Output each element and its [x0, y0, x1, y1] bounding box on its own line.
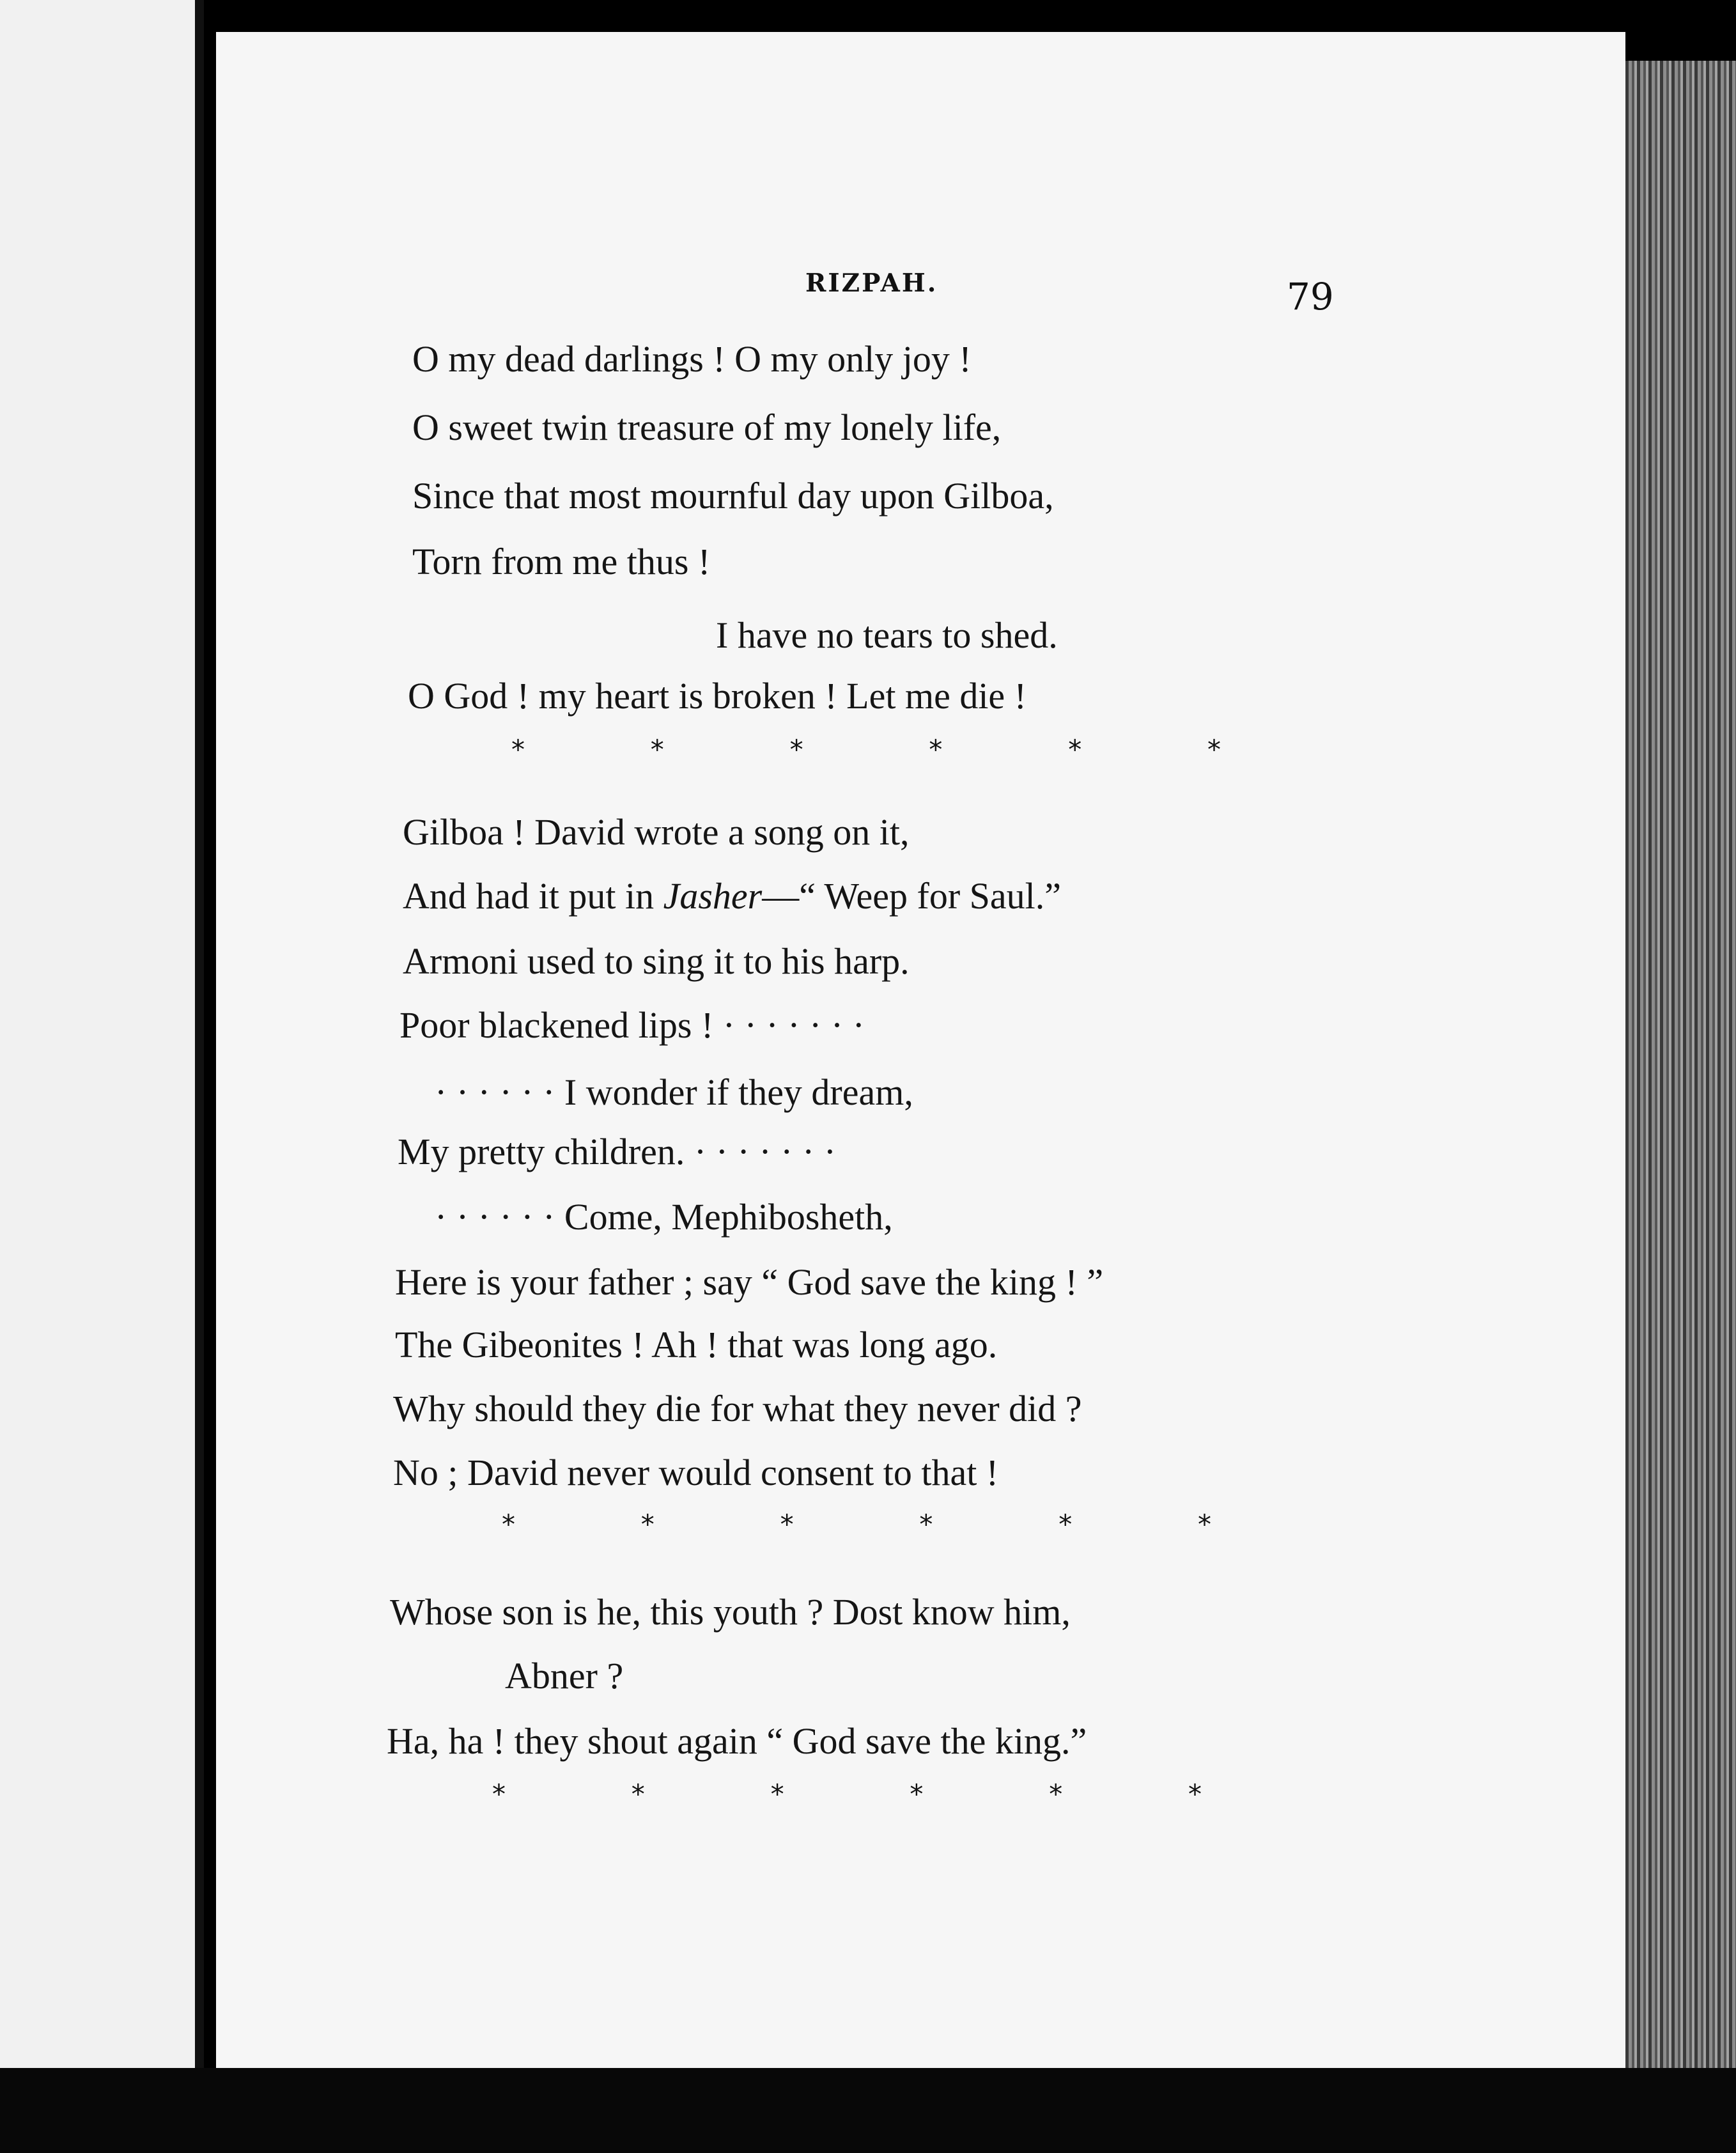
scan-shadow: [0, 2068, 1736, 2153]
asterisk: *: [780, 1509, 794, 1540]
asterisk: *: [1207, 734, 1221, 765]
verse-line: Abner ?: [505, 1655, 624, 1697]
asterisk: *: [650, 734, 664, 765]
verse-line: Torn from me thus !: [412, 541, 711, 582]
running-head: RIZPAH.: [805, 268, 938, 298]
asterisk: *: [1049, 1778, 1063, 1810]
page-edges: [1625, 61, 1736, 2068]
verse-line: I have no tears to shed.: [716, 614, 1058, 656]
verse-text: —“ Weep for Saul.”: [762, 875, 1062, 917]
verse-line: O sweet twin treasure of my lonely life,: [412, 407, 1002, 448]
asterisk: *: [640, 1509, 655, 1540]
verse-line: Gilboa ! David wrote a song on it,: [403, 811, 910, 853]
verse-line: Whose son is he, this youth ? Dost know him,: [390, 1591, 1071, 1633]
verse-line: Armoni used to sing it to his harp.: [403, 940, 910, 982]
verse-text: And had it put in: [403, 875, 663, 917]
asterisk: *: [511, 734, 525, 765]
asterisk: *: [1188, 1778, 1202, 1810]
asterisk: *: [789, 734, 803, 765]
asterisk: *: [492, 1778, 506, 1810]
section-separator: [492, 1778, 1202, 1810]
asterisk: *: [919, 1509, 933, 1540]
verse-line: O my dead darlings ! O my only joy !: [412, 338, 972, 380]
verse-line: · · · · · · I wonder if they dream,: [435, 1071, 913, 1113]
verse-line: The Gibeonites ! Ah ! that was long ago.: [395, 1324, 998, 1365]
verse-line: O God ! my heart is broken ! Let me die !: [408, 675, 1027, 717]
verse-line: [403, 874, 1061, 917]
asterisk: *: [502, 1509, 515, 1540]
facing-page: [0, 0, 204, 2110]
verse-line: Here is your father ; say “ God save the king ! ”: [395, 1261, 1104, 1303]
page-number: 79: [1287, 275, 1334, 318]
section-separator: [511, 734, 1221, 765]
asterisk: *: [770, 1778, 784, 1810]
verse-line: No ; David never would consent to that !: [393, 1452, 999, 1493]
verse-line: My pretty children. · · · · · · ·: [398, 1131, 837, 1172]
italic-title: Jasher: [663, 875, 763, 917]
verse-line: Ha, ha ! they shout again “ God save the king.”: [387, 1720, 1087, 1762]
asterisk: *: [910, 1778, 924, 1810]
asterisk: *: [1058, 1509, 1073, 1540]
asterisk: *: [631, 1778, 645, 1810]
section-separator: [502, 1509, 1211, 1540]
verse-line: Poor blackened lips ! · · · · · · ·: [399, 1004, 865, 1046]
verse-line: · · · · · · Come, Mephibosheth,: [435, 1196, 893, 1238]
asterisk: *: [929, 734, 943, 765]
asterisk: *: [1068, 734, 1082, 765]
asterisk: *: [1197, 1509, 1211, 1540]
verse-line: Why should they die for what they never did ?: [393, 1388, 1082, 1429]
verse-line: Since that most mournful day upon Gilboa,: [412, 475, 1054, 517]
